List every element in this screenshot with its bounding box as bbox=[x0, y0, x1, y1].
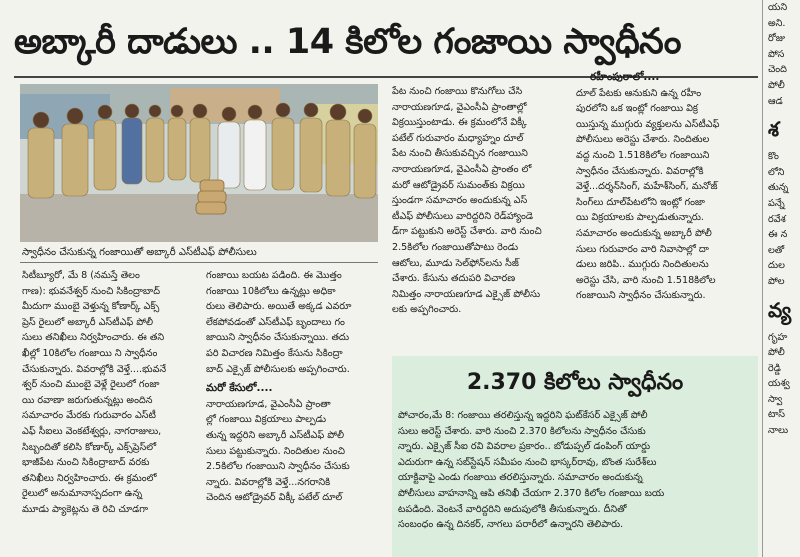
text-line: తనిఖీలు నిర్వహించారు. ఈ క్రమంలో bbox=[22, 472, 157, 484]
text-line: పేట నుంచి తీసుకువచ్చిన గంజాయిని bbox=[392, 148, 528, 160]
photo-caption: స్వాధీనం చేసుకున్న గంజాయితో అబ్కారీ ఎస్‌టీఎఫ్ పోలీసులు bbox=[22, 247, 257, 258]
text-line: సిబ్బందితో కలిసి కోణార్క్ ఎక్స్‌ప్రెస్‌లో bbox=[22, 441, 157, 453]
text-fragment: కొం bbox=[768, 151, 779, 163]
text-line: ల్లో గంజాయి విక్రయాలు పాల్పడు bbox=[206, 414, 327, 426]
text-line: సింగ్‌లు దూల్‌పేటలోని ఇంట్లో గంజా bbox=[576, 196, 705, 208]
text-fragment: లోని bbox=[768, 166, 785, 178]
text-fragment: ఈ న bbox=[768, 229, 788, 241]
text-fragment: లతో bbox=[768, 244, 785, 256]
text-line: న్నారు. ఎక్సైజ్ సీఐ రవి వివరాల ప్రకారం.. బోడుప్పల్ డంపింగ్ యార్డు bbox=[398, 441, 651, 453]
article-column-2 bbox=[206, 268, 382, 557]
text-fragment: పోలీ bbox=[768, 347, 785, 359]
text-fragment: గృహ bbox=[768, 331, 788, 343]
text-line: పోలీసులు అరెస్టు చేశారు. నిందితుల bbox=[576, 134, 710, 146]
column-separator bbox=[762, 0, 763, 557]
boxed-article-body bbox=[398, 408, 754, 553]
text-line: సులు పట్టుకున్నారు. నిందితుల నుంచి bbox=[206, 445, 345, 457]
text-fragment: ఆడ bbox=[768, 95, 783, 107]
text-line: విక్రయిస్తుంటాడు. ఈ క్రమంలోనే విక్కీ bbox=[392, 117, 527, 129]
text-fragment: చెంది bbox=[768, 64, 787, 76]
text-line: లేకపోవడంతో ఎస్‌టీఎఫ్ బృందాలు గం bbox=[206, 316, 345, 328]
text-line: బాద్ ఎక్సైజ్ పోలీసులకు అప్పగించారు. bbox=[206, 363, 350, 375]
article-column-1 bbox=[22, 268, 198, 557]
text-fragment: పోల bbox=[768, 275, 785, 287]
text-line: యిస్తున్న ముగ్గురు వ్యక్తులను ఎస్‌టీఎఫ్ bbox=[576, 118, 720, 130]
article-column-4 bbox=[576, 70, 756, 354]
adjacent-heading: వ్య bbox=[768, 297, 792, 322]
text-line: ఖీల్లో 10కిలోల గంజాయి ని స్వాధీనం bbox=[22, 347, 158, 359]
text-fragment: దుల bbox=[768, 260, 785, 272]
text-fragment: టాస్ bbox=[768, 409, 785, 421]
text-line: పురలోని ఒక ఇంట్లో గంజాయి విక్ర bbox=[576, 103, 698, 115]
page-title: అబ్కారీ దాడులు .. 14 కిలోల గంజాయి స్వాధీనం bbox=[14, 22, 681, 62]
text-line: సంబంధం ఉన్న దినకర్, నాగలు పరారీలో ఉన్నారని తెలిపారు. bbox=[398, 519, 624, 531]
text-line: పోచారం,మే 8: గంజాయి తరలిస్తున్న ఇద్దరిని ఘట్‌కేసర్ ఎక్సైజ్ పోలీ bbox=[398, 410, 648, 421]
text-line: స్తుండగా సమాచారం అందుకున్న ఎస్ bbox=[392, 195, 528, 207]
text-line: నారాయణగూడ, వైఎంసీఏ ప్రాంతా bbox=[206, 398, 331, 410]
text-fragment: రెడ్డి bbox=[768, 362, 781, 374]
text-line: సిటీబ్యూరో, మే 8 (నమస్తే తెలం bbox=[22, 270, 140, 281]
text-line: 2.5కిలోల గంజాయితోపాటు రెండు bbox=[392, 241, 519, 253]
text-fragment: పన్నే bbox=[768, 197, 785, 209]
text-line: ఎదురుగా ఉన్న సబ్‌స్టేషన్ సమీపం నుంచి భాస్కర్‌రావు, బొంత సురేశ్‌లు bbox=[398, 456, 657, 468]
text-line: మరో ఆటోడ్రైవర్ సుమంత్‌కు విక్రయి bbox=[392, 179, 525, 191]
text-fragment: స్వా bbox=[768, 393, 783, 405]
text-fragment: తున్న bbox=[768, 182, 789, 194]
adjacent-heading: శ bbox=[768, 117, 779, 142]
text-line: గంజాయి బయట పడింది. ఈ మొత్తం bbox=[206, 270, 342, 281]
text-line: భాజీపేట నుంచి సికింద్రాబాద్ వరకు bbox=[22, 457, 150, 469]
text-line: మూడు ప్యాకెట్లను తె రిచి చూడగా bbox=[22, 503, 149, 515]
text-line: టపడింది. వెంటనే వారిద్దరిని అదుపులోకి తీసుకున్నారు. దీనితో bbox=[398, 503, 627, 515]
text-line: చేశారు. కేసును తదుపరి విచారణ bbox=[392, 273, 516, 285]
text-line: స్వాధీనం చేసుకున్నారు. వివరాల్లోకి bbox=[576, 165, 704, 177]
section-subheading: రహీంపురాలో.... bbox=[590, 71, 660, 83]
adjacent-article-fragment bbox=[768, 0, 800, 557]
text-line: శ్వర్ నుంచి ముంబై వెళ్లే రైలులో గంజా bbox=[22, 379, 160, 391]
text-line: నారాయణగూడ, వైఎంసీఏ ప్రాంతం లో bbox=[392, 163, 532, 175]
text-line: యి విక్రయాలకు పాల్పడుతున్నారు. bbox=[576, 212, 704, 224]
text-line: చేసుకున్నారు. వివరాల్లోకి వెళ్తే....భువనే bbox=[22, 363, 167, 375]
text-line: యాక్టివాపై ఎండు గంజాయి తరలిస్తున్నారు. సమాచారం అందుకున్న bbox=[398, 472, 643, 484]
text-line: నారాయణగూడ, వైఎంసీఏ ప్రాంతాల్లో bbox=[392, 101, 527, 113]
text-line: ప్రెస్ రైలులో అబ్కారీ ఎస్‌టీఎఫ్ పోలీ bbox=[22, 316, 154, 328]
text-fragment: రోజు bbox=[768, 33, 785, 45]
text-fragment: రవేశ bbox=[768, 213, 786, 225]
text-fragment: నాలు bbox=[768, 425, 789, 437]
text-line: లకు అప్పగించారు. bbox=[392, 304, 462, 316]
police-group-photo-illustration bbox=[20, 84, 378, 242]
text-line: రైలులో అనుమానాస్పదంగా ఉన్న bbox=[22, 488, 143, 500]
text-line: సులు తనిఖీలు నిర్వహించారు. ఈ తని bbox=[22, 332, 165, 344]
article-column-3 bbox=[392, 84, 568, 354]
text-line: డులు జరిపి.. ముగ్గురు నిందితులను bbox=[576, 259, 709, 271]
text-line: టీఎఫ్ పోలీసులు వారిద్దరిని రెడ్‌హ్యాండె bbox=[392, 210, 533, 222]
text-line: పేట నుంచి గంజాయి కొనుగోలు చేసి bbox=[392, 86, 523, 97]
text-line: మీదుగా ముంబై వెళ్తున్న కోణార్క్ ఎక్స్ bbox=[22, 301, 160, 313]
text-line: సులు గురువారం వారి నివాసాల్లో దా bbox=[576, 243, 709, 255]
text-line: అరెస్టు చేసి, వారి నుంచి 1.518కిలోల bbox=[576, 274, 716, 286]
caption-divider bbox=[20, 262, 378, 263]
text-line: పోలీసులు వాహనాన్ని ఆపి తనిఖీ చేయగా 2.370 కిలోల గంజాయి బయ bbox=[398, 487, 665, 499]
text-line: ఎఫ్ సీఐలు వెంకటేశ్వర్లు, నాగరాజులు, bbox=[22, 425, 162, 437]
text-line: వద్ద నుంచి 1.518కిలోల గంజాయిని bbox=[576, 149, 710, 161]
text-line: రులు తెలిపారు. అయితే అక్కడ ఎవరూ bbox=[206, 301, 352, 313]
section-subheading: మరో కేసులో.... bbox=[206, 382, 273, 395]
text-line: న్నారు. వివరాల్లోకి వెళ్తే...నగరానికి bbox=[206, 476, 331, 488]
text-line: వెళ్తే...దర్శన్‌సింగ్, మహేశ్‌సింగ్, మనోజ్ bbox=[576, 181, 718, 193]
text-line: గంజాయిని స్వాధీనం చేసుకున్నారు. bbox=[576, 290, 706, 302]
text-line: సమాచారం అందుకున్న అబ్కారీ పోలీ bbox=[576, 227, 712, 239]
text-line: సులు అరెస్ట్ చేశారు. వారి నుంచి 2.370 కిలోలను స్వాధీనం చేసుకు bbox=[398, 425, 646, 437]
text-line: పటేల్ గురువారం మధ్యాహ్నం దూల్ bbox=[392, 132, 524, 144]
text-line: జాయిని స్వాధీనం చేసుకున్నాయి. తదు bbox=[206, 332, 350, 344]
text-line: సమాచారం మేరకు గురువారం ఎస్‌టీ bbox=[22, 410, 156, 422]
text-fragment: యని bbox=[768, 2, 788, 13]
boxed-article-headline: 2.370 కిలోలు స్వాధీనం bbox=[466, 370, 684, 395]
text-line: చెందిన ఆటోడ్రైవర్ విక్కీ పటేల్ దూల్ bbox=[206, 492, 343, 504]
text-line: పరి విచారణ నిమిత్తం కేసును సికింద్రా bbox=[206, 347, 343, 359]
text-line: 2.5కిలోల గంజాయిని స్వాధీనం చేసుకు bbox=[206, 461, 350, 473]
text-line: తున్న ఇద్దరిని అబ్కారీ ఎస్‌టీఎఫ్ పోలీ bbox=[206, 429, 344, 441]
text-fragment: యశ్వ bbox=[768, 378, 790, 390]
text-line: డ్‌గా పట్టుకుని అరెస్ట్ చేశారు. వారి నుంచి bbox=[392, 226, 542, 238]
text-line: దూల్ పేటకు ఆనుకుని ఉన్న రహీం bbox=[576, 87, 702, 99]
text-line: నిమిత్తం నారాయణగూడ ఎక్సైజ్ పోలీసు bbox=[392, 288, 541, 300]
text-line: గంజాయి 10కిలోలు ఉన్నట్లు అధికా bbox=[206, 285, 336, 297]
text-fragment: పోలీ bbox=[768, 79, 785, 91]
text-line: గాణ): భువనేశ్వర్ నుంచి సికింద్రాబాద్ bbox=[22, 285, 160, 297]
text-line: యి రవాణా జరుగుతున్నట్లు అందిన bbox=[22, 394, 153, 406]
text-fragment: పోస bbox=[768, 48, 785, 60]
text-line: ఆటోలు, మూడు సెల్‌ఫోన్‌లను సీజ్ bbox=[392, 257, 519, 269]
news-photo bbox=[20, 84, 378, 242]
text-fragment: అని. bbox=[768, 17, 786, 29]
